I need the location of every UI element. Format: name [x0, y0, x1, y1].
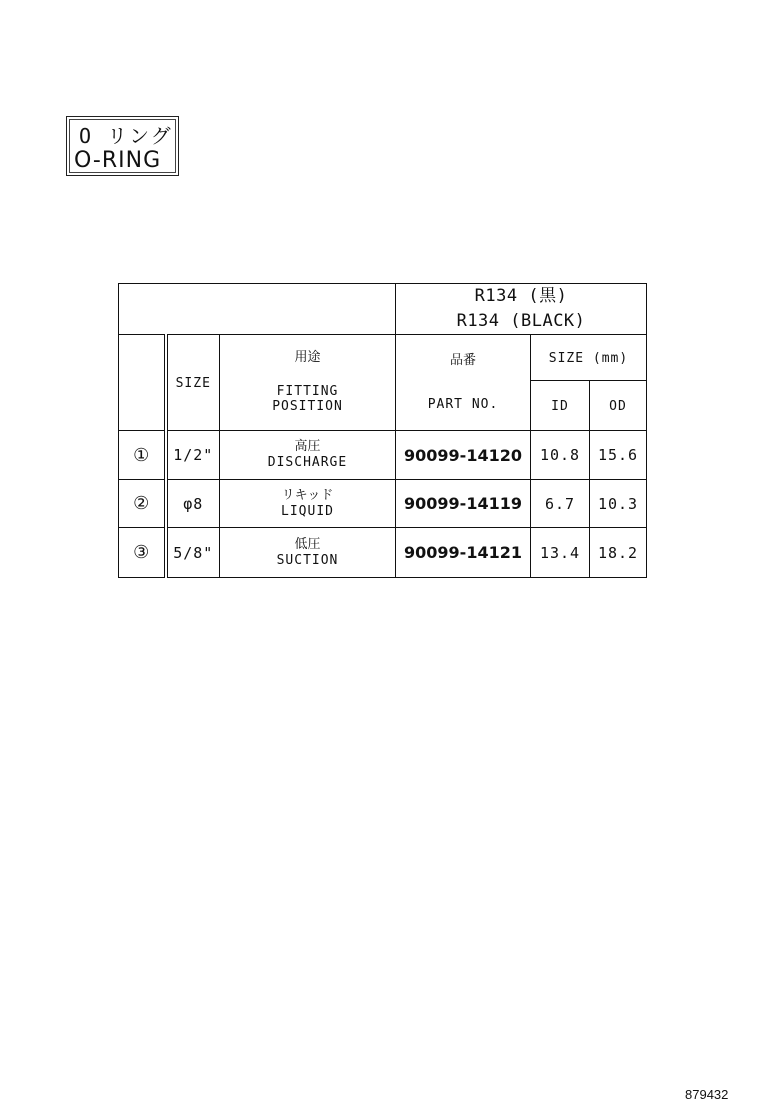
row-od-cell: [590, 431, 647, 480]
row-size-cell: [166, 528, 220, 578]
size-header-cell: [166, 335, 220, 431]
id-header-cell: [531, 381, 590, 431]
size-header: SIZE: [175, 375, 211, 391]
row-size: 1/2": [173, 446, 214, 464]
row-fitting-cell: [220, 431, 396, 480]
row-partno-cell: [396, 480, 531, 528]
blank-header-cell: [119, 284, 396, 335]
row-id-cell: [531, 480, 590, 528]
row-mark: ③: [133, 542, 150, 563]
row-partno: 90099-14121: [404, 543, 522, 562]
row-partno: 90099-14120: [404, 445, 522, 465]
row-partno-cell: [396, 431, 531, 480]
table-row: [119, 528, 647, 578]
illustration-code: 879432: [685, 1087, 729, 1102]
ref-header-cell: [396, 284, 647, 335]
row-size-cell: [166, 431, 220, 480]
row-size: 5/8": [173, 543, 214, 562]
row-fitting-cell: [220, 480, 396, 528]
title-japanese: O リング: [79, 124, 173, 148]
id-header: ID: [551, 398, 569, 414]
parts-table: [118, 283, 647, 578]
row-mark-cell: [119, 431, 166, 480]
fitting-header-en2: POSITION: [272, 399, 343, 415]
fitting-header-cell: [220, 335, 396, 431]
size-mm-header: SIZE (mm): [548, 350, 629, 366]
row-mark: ②: [133, 493, 150, 514]
table-header-row-ref: [119, 284, 647, 335]
row-partno-cell: [396, 528, 531, 578]
fitting-header-jp: 用途: [294, 350, 321, 366]
row-size: φ8: [183, 494, 204, 513]
size-mm-header-cell: [531, 335, 647, 381]
row-fitting-jp: リキッド: [281, 487, 334, 503]
row-partno: 90099-14119: [404, 494, 522, 513]
row-id-cell: [531, 431, 590, 480]
row-size-cell: [166, 480, 220, 528]
mark-header-cell: [119, 335, 166, 431]
row-od: 10.3: [597, 494, 639, 513]
row-id: 10.8: [539, 446, 581, 464]
title-english: O-RING: [74, 148, 162, 173]
row-fitting-cell: [220, 528, 396, 578]
row-od: 15.6: [597, 446, 639, 464]
ref-line1: R134 (黒): [474, 286, 568, 307]
partno-header-cell: [396, 335, 531, 431]
row-od-cell: [590, 528, 647, 578]
row-od-cell: [590, 480, 647, 528]
row-fitting-jp: 高圧: [294, 439, 321, 455]
od-header: OD: [609, 398, 627, 414]
row-id: 13.4: [539, 543, 581, 562]
table-row: [119, 480, 647, 528]
table-header-row-1: [119, 335, 647, 381]
row-fitting-en: LIQUID: [281, 503, 334, 519]
row-fitting-en: DISCHARGE: [267, 455, 348, 470]
row-mark-cell: [119, 528, 166, 578]
row-id: 6.7: [544, 494, 576, 513]
row-fitting-en: SUCTION: [276, 552, 339, 568]
row-id-cell: [531, 528, 590, 578]
partno-header-jp: 品番: [449, 352, 476, 368]
fitting-header-en1: FITTING: [276, 383, 339, 399]
title-box: [66, 116, 179, 176]
ref-line2: R134 (BLACK): [456, 311, 586, 331]
table-row: [119, 431, 647, 480]
row-od: 18.2: [597, 543, 639, 562]
row-fitting-jp: 低圧: [294, 536, 321, 552]
partno-header-en: PART NO.: [427, 396, 499, 412]
row-mark-cell: [119, 480, 166, 528]
od-header-cell: [590, 381, 647, 431]
row-mark: ①: [133, 444, 150, 466]
